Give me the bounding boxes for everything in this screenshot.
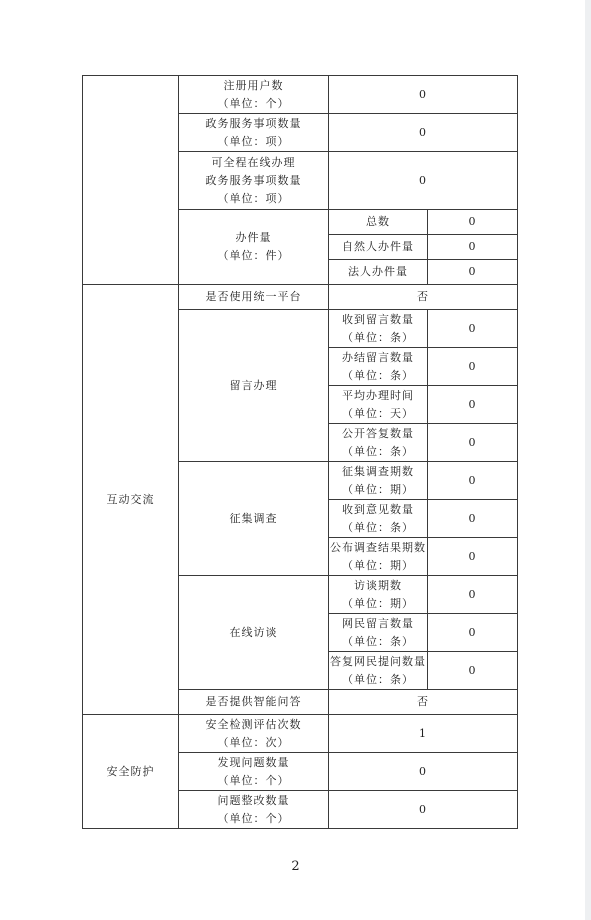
unified-platform-label: 是否使用统一平台 (179, 285, 329, 310)
volume-total-label: 总数 (329, 210, 428, 235)
metric-value: 0 (428, 310, 518, 348)
messages-label: 留言办理 (179, 310, 329, 462)
scroll-edge (585, 0, 591, 920)
volume-label: 办件量 （单位：件） (179, 210, 329, 285)
metric-label: 安全检测评估次数 （单位：次） (179, 715, 329, 753)
metric-value: 0 (428, 652, 518, 690)
metric-label: 征集调查期数 （单位：期） (329, 462, 428, 500)
metric-label: 访谈期数 （单位：期） (329, 576, 428, 614)
metric-label: 办结留言数量 （单位：条） (329, 348, 428, 386)
metric-label: 答复网民提问数量 （单位：条） (329, 652, 428, 690)
registered-users-label: 注册用户数 （单位：个） (179, 76, 329, 114)
metric-value: 0 (329, 791, 518, 829)
metric-value: 0 (428, 500, 518, 538)
volume-natural-label: 自然人办件量 (329, 235, 428, 260)
volume-legal-label: 法人办件量 (329, 260, 428, 285)
metric-label: 收到留言数量 （单位：条） (329, 310, 428, 348)
section-interaction: 互动交流 (83, 285, 179, 715)
service-items-value: 0 (329, 114, 518, 152)
service-items-label: 政务服务事项数量 （单位：项） (179, 114, 329, 152)
table-row (83, 285, 518, 310)
metric-value: 0 (428, 614, 518, 652)
metric-value: 0 (428, 424, 518, 462)
metric-label: 发现问题数量 （单位：个） (179, 753, 329, 791)
table-row (83, 76, 518, 114)
metric-value: 1 (329, 715, 518, 753)
section-cell-service (83, 76, 179, 285)
smart-qa-label: 是否提供智能问答 (179, 690, 329, 715)
online-items-value: 0 (329, 152, 518, 210)
metric-value: 0 (329, 753, 518, 791)
metric-value: 0 (428, 462, 518, 500)
unified-platform-value: 否 (329, 285, 518, 310)
smart-qa-value: 否 (329, 690, 518, 715)
statistics-table (82, 75, 518, 829)
volume-legal-value: 0 (428, 260, 518, 285)
interview-label: 在线访谈 (179, 576, 329, 690)
section-security: 安全防护 (83, 715, 179, 829)
metric-label: 公开答复数量 （单位：条） (329, 424, 428, 462)
volume-total-value: 0 (428, 210, 518, 235)
metric-value: 0 (428, 576, 518, 614)
survey-label: 征集调查 (179, 462, 329, 576)
table-row (83, 715, 518, 753)
registered-users-value: 0 (329, 76, 518, 114)
metric-label: 网民留言数量 （单位：条） (329, 614, 428, 652)
metric-value: 0 (428, 538, 518, 576)
metric-value: 0 (428, 386, 518, 424)
online-items-label: 可全程在线办理 政务服务事项数量 （单位：项） (179, 152, 329, 210)
page-number: 2 (291, 859, 300, 874)
metric-label: 收到意见数量 （单位：条） (329, 500, 428, 538)
metric-label: 公布调查结果期数 （单位：期） (329, 538, 428, 576)
volume-natural-value: 0 (428, 235, 518, 260)
metric-label: 平均办理时间 （单位：天） (329, 386, 428, 424)
metric-label: 问题整改数量 （单位：个） (179, 791, 329, 829)
metric-value: 0 (428, 348, 518, 386)
